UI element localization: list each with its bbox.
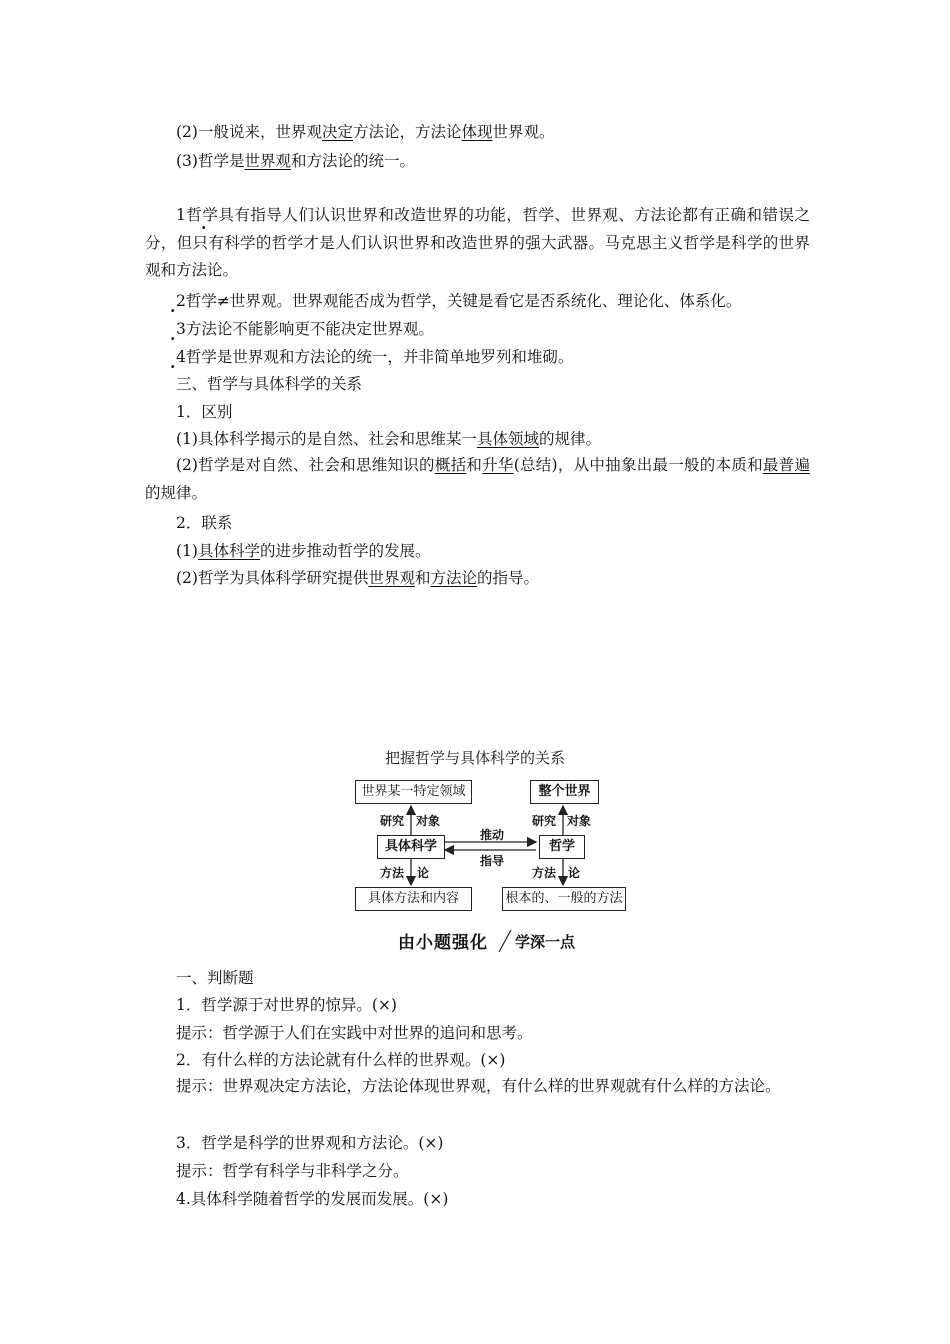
note-number: . 3 bbox=[176, 320, 186, 338]
subheading-difference: 1．区别 bbox=[176, 403, 233, 421]
underlined-term: 概括 bbox=[434, 456, 467, 474]
note-text: 哲学≠世界观。世界观能否成为哲学，关键是看它是否系统化、理论化、体系化。 bbox=[185, 292, 742, 310]
label-guide: 指导 bbox=[480, 854, 505, 868]
banner-slash bbox=[495, 928, 515, 954]
note-number: . 1 bbox=[176, 206, 186, 224]
underlined-term: 最普遍 bbox=[762, 456, 810, 474]
note-text: 方法论不能影响更不能决定世界观。 bbox=[185, 320, 434, 338]
box-specific-methods: 具体方法和内容 bbox=[355, 887, 472, 911]
label-method-left: 方法 bbox=[380, 866, 405, 880]
quiz-question: 1．哲学源于对世界的惊异。(×) bbox=[176, 996, 397, 1014]
label-object-right: 对象 bbox=[567, 814, 592, 828]
label-theory-left: 论 bbox=[417, 866, 430, 880]
underlined-term: 升华 bbox=[482, 456, 514, 474]
box-general-methods: 根本的、一般的方法 bbox=[502, 887, 626, 911]
label-method-right: 方法 bbox=[532, 866, 557, 880]
quiz-question: 2．有什么样的方法论就有什么样的世界观。(×) bbox=[176, 1051, 506, 1069]
banner-title: 由小题强化 bbox=[398, 933, 488, 953]
quiz-question: 3．哲学是科学的世界观和方法论。(×) bbox=[176, 1134, 444, 1152]
text-run: 的规律。 bbox=[145, 483, 208, 502]
text-run: 和 bbox=[466, 456, 483, 474]
note-text: 哲学具有指导人们认识世界和改造世界的功能，哲学、世界观、方法论都有正确和错误之分，但只有科学的哲学才是人们认识世界和改造世界的强大武器。马克思主义哲学是科学的世界观和方法论。 bbox=[145, 206, 810, 279]
section-heading: 三、哲学与具体科学的关系 bbox=[176, 375, 363, 393]
note-number: . 2 bbox=[176, 292, 186, 310]
text-run: 的指导。 bbox=[477, 569, 540, 587]
label-research-left: 研究 bbox=[380, 814, 405, 828]
label-push: 推动 bbox=[480, 828, 505, 842]
underlined-term: 世界观 bbox=[368, 569, 415, 587]
text-run: (3)哲学是 bbox=[176, 152, 245, 170]
quiz-heading: 一、判断题 bbox=[176, 969, 254, 987]
text-run: (1)具体科学揭示的是自然、社会和思维某一 bbox=[176, 430, 477, 448]
box-specific-science: 具体科学 bbox=[377, 835, 445, 859]
text-run: (总结)，从中抽象出最一般的本质和 bbox=[513, 456, 763, 474]
text-run: 的进步推动哲学的发展。 bbox=[259, 542, 431, 560]
quiz-hint: 提示：哲学有科学与非科学之分。 bbox=[176, 1162, 409, 1180]
note-text: 哲学是世界观和方法论的统一，并非简单地罗列和堆砌。 bbox=[185, 348, 574, 366]
underlined-term: 决定 bbox=[321, 123, 353, 141]
box-philosophy: 哲学 bbox=[539, 835, 585, 859]
underlined-term: 世界观 bbox=[244, 152, 291, 170]
label-object-left: 对象 bbox=[416, 814, 441, 828]
diagram-title: 把握哲学与具体科学的关系 bbox=[384, 749, 565, 767]
text-run: 的规律。 bbox=[538, 430, 601, 448]
quiz-hint: 提示：哲学源于人们在实践中对世界的追问和思考。 bbox=[176, 1024, 533, 1042]
quiz-question: 4.具体科学随着哲学的发展而发展。(×) bbox=[176, 1190, 449, 1208]
section-banner bbox=[398, 928, 588, 954]
text-run: 和 bbox=[414, 569, 431, 587]
label-research-right: 研究 bbox=[532, 814, 557, 828]
banner-subtitle: 学深一点 bbox=[515, 933, 576, 951]
text-run: 和方法论的统一。 bbox=[290, 152, 415, 170]
box-specific-domain: 世界某一特定领域 bbox=[355, 780, 472, 804]
box-whole-world: 整个世界 bbox=[530, 780, 599, 804]
label-theory-right: 论 bbox=[568, 866, 581, 880]
text-run: (2)哲学为具体科学研究提供 bbox=[176, 569, 369, 587]
text-run: (2)一般说来，世界观 bbox=[176, 123, 322, 141]
note-number: . 4 bbox=[176, 348, 186, 366]
text-run: 世界观。 bbox=[492, 123, 555, 141]
underlined-term: 体现 bbox=[461, 123, 493, 141]
text-run: 方法论，方法论 bbox=[352, 123, 462, 141]
underlined-term: 具体科学 bbox=[197, 542, 260, 560]
subheading-connection: 2．联系 bbox=[176, 514, 233, 532]
text-run: (2)哲学是对自然、社会和思维知识的 bbox=[176, 456, 435, 474]
underlined-term: 具体领域 bbox=[476, 430, 539, 448]
underlined-term: 方法论 bbox=[430, 569, 478, 587]
text-run: (1) bbox=[176, 542, 198, 560]
quiz-hint: 提示：世界观决定方法论，方法论体现世界观，有什么样的世界观就有什么样的方法论。 bbox=[176, 1077, 781, 1095]
